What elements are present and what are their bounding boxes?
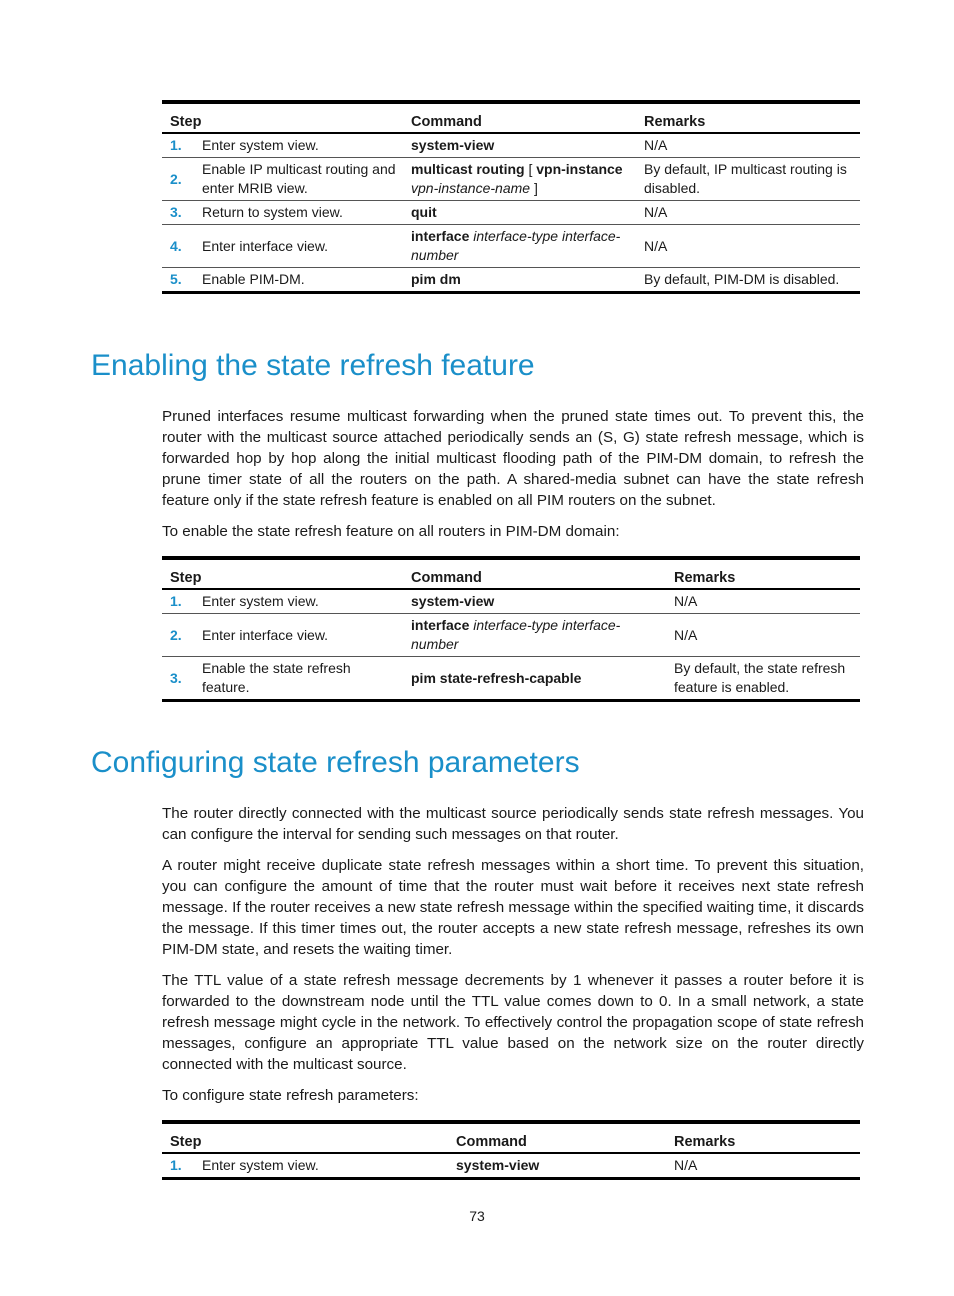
command-table-state-refresh-params [162, 1120, 860, 1180]
command-keyword: multicast routing [411, 161, 525, 177]
step-number: 3. [162, 201, 194, 225]
header-command: Command [403, 102, 636, 133]
section-heading-state-refresh-parameters: Configuring state refresh parameters [91, 746, 580, 779]
step-description: Return to system view. [194, 201, 403, 225]
step-number: 2. [162, 158, 194, 201]
step-number: 1. [162, 133, 194, 158]
command-keyword: system-view [411, 137, 495, 153]
step-number: 5. [170, 271, 182, 287]
command-cell [403, 614, 666, 657]
header-command: Command [448, 1122, 666, 1153]
page-number: 73 [469, 1208, 485, 1224]
step-description: Enable the state refresh feature. [202, 660, 351, 695]
paragraph: A router might receive duplicate state refresh messages within a short time. To prevent this situation, you can configure the amount of time that the router must wait before it receives next state refresh message. If the router receives a new state refresh message within the specified waiting time, it discards the message. If this timer times out, the router accepts a new state refresh message, refreshes its own PIM-DM state, and resets the waiting timer. [162, 857, 864, 958]
command-keyword: quit [411, 204, 437, 220]
paragraph: To enable the state refresh feature on all routers in PIM-DM domain: [162, 523, 620, 540]
header-remarks: Remarks [636, 102, 860, 133]
step-number: 1. [170, 1157, 182, 1173]
step-description: Enter interface view. [194, 614, 403, 657]
remarks-cell: N/A [666, 589, 860, 614]
step-description: Enable PIM-DM. [202, 271, 305, 287]
step-description: Enter system view. [202, 1157, 319, 1173]
command-table-pim-dm [162, 100, 860, 294]
command-keyword: pim state-refresh-capable [411, 669, 582, 686]
command-cell [403, 589, 666, 614]
command-cell [403, 158, 636, 201]
table-row [162, 133, 860, 158]
header-step: Step [162, 102, 403, 133]
table-row [162, 657, 860, 701]
step-description: Enter system view. [194, 133, 403, 158]
paragraph: The router directly connected with the multicast source periodically sends state refresh messages. You can configure the interval for sending such messages on that router. [162, 805, 864, 843]
header-remarks: Remarks [666, 1122, 860, 1153]
step-number: 1. [162, 589, 194, 614]
header-step: Step [162, 558, 403, 589]
command-argument: vpn-instance-name [411, 180, 531, 196]
remarks-cell: N/A [636, 201, 860, 225]
command-cell [403, 133, 636, 158]
command-table-state-refresh [162, 556, 860, 702]
command-keyword: interface [411, 228, 470, 244]
header-remarks: Remarks [666, 558, 860, 589]
command-keyword: pim dm [411, 271, 461, 287]
command-syntax: ] [530, 180, 538, 196]
section-heading-state-refresh-feature: Enabling the state refresh feature [91, 349, 535, 382]
table-row [162, 158, 860, 201]
command-cell [403, 225, 636, 268]
remarks-cell: By default, IP multicast routing is disabled. [636, 158, 860, 201]
step-description: Enter system view. [194, 589, 403, 614]
remarks-cell: N/A [636, 225, 860, 268]
table-row [162, 1153, 860, 1179]
remarks-cell: By default, the state refresh feature is enabled. [674, 660, 846, 695]
table-row [162, 589, 860, 614]
remarks-cell: N/A [636, 133, 860, 158]
command-cell [403, 201, 636, 225]
header-command: Command [403, 558, 666, 589]
command-keyword: vpn-instance [536, 161, 623, 177]
header-step: Step [162, 1122, 448, 1153]
step-number: 2. [162, 614, 194, 657]
paragraph: To configure state refresh parameters: [162, 1087, 419, 1104]
paragraph: Pruned interfaces resume multicast forwarding when the pruned state times out. To prevent this, the router with the multicast source attached periodically sends an (S, G) state refresh message, which is forwarded hop by hop along the initial multicast flooding path of the PIM-DM domain, to refresh the prune timer state of all the routers on the path. A shared-media subnet can have the state refresh feature only if the state refresh feature is enabled on all PIM routers on the subnet. [162, 408, 864, 509]
table-header-row [162, 558, 860, 589]
remarks-cell: N/A [666, 614, 860, 657]
command-syntax: [ [524, 161, 537, 177]
command-cell [403, 657, 666, 701]
command-keyword: system-view [456, 1157, 540, 1173]
remarks-cell: N/A [674, 1157, 698, 1173]
table-header-row [162, 1122, 860, 1153]
step-number: 4. [162, 225, 194, 268]
command-cell [448, 1153, 666, 1179]
table-row [162, 614, 860, 657]
command-argument: interface-type interface-number [411, 228, 621, 263]
command-argument: interface-type interface-number [411, 617, 621, 652]
command-keyword: system-view [411, 593, 495, 609]
table-header-row [162, 102, 860, 133]
remarks-cell: By default, PIM-DM is disabled. [644, 271, 840, 287]
step-number: 3. [170, 669, 182, 686]
table-row [162, 268, 860, 293]
table-row [162, 201, 860, 225]
command-cell [403, 268, 636, 293]
table-row [162, 225, 860, 268]
command-keyword: interface [411, 617, 470, 633]
paragraph: The TTL value of a state refresh message decrements by 1 whenever it passes a router before it is forwarded to the downstream node until the TTL value comes down to 0. In a small network, a state refresh message might cycle in the network. To effectively control the propagation scope of state refresh messages, configure an appropriate TTL value based on the network size on the router directly connected with the multicast source. [162, 972, 864, 1073]
step-description: Enter interface view. [194, 225, 403, 268]
step-description: Enable IP multicast routing and enter MRIB view. [194, 158, 403, 201]
